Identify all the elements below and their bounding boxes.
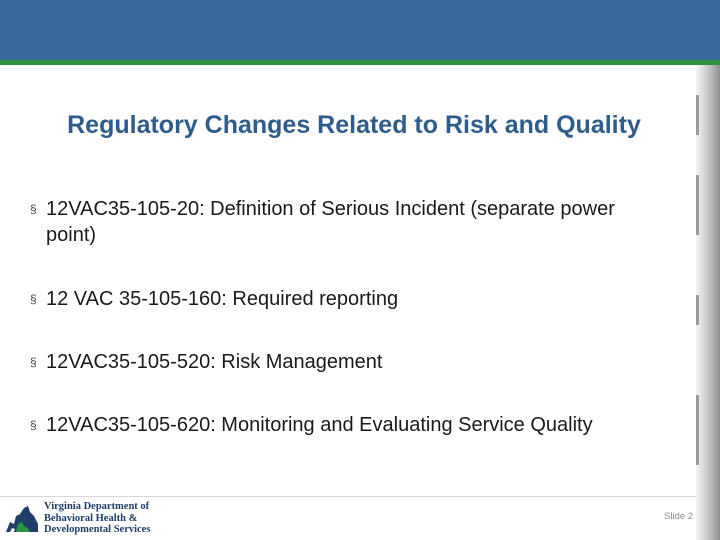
slide-title: Regulatory Changes Related to Risk and Quality (67, 111, 641, 139)
bullet-marker: § (30, 292, 37, 306)
bullet-item (30, 349, 670, 375)
logo-line: Developmental Services (44, 524, 151, 535)
bullet-item (30, 196, 670, 248)
bullet-marker: § (30, 202, 37, 216)
bullet-list (30, 196, 670, 438)
header-accent-stripe (0, 60, 720, 65)
bullet-text: 12 VAC 35-105-160: Required reporting (46, 288, 399, 310)
logo-line: Virginia Department of (44, 501, 150, 512)
bullet-item (30, 412, 670, 438)
header-bar (0, 0, 720, 60)
virginia-state-map-icon (4, 502, 40, 536)
footer-divider (0, 496, 696, 497)
logo-text (44, 501, 176, 536)
slide-number: Slide 2 (664, 511, 694, 522)
bullet-marker: § (30, 418, 37, 432)
logo-line: Behavioral Health & (44, 512, 138, 524)
bullet-marker: § (30, 355, 37, 369)
dbhds-logo (4, 500, 174, 538)
bullet-item (30, 286, 670, 312)
bullet-text: 12VAC35-105-520: Risk Management (46, 351, 383, 373)
bullet-text: 12VAC35-105-20: Definition of Serious Incident (separate power point) (46, 198, 615, 246)
bullet-text: 12VAC35-105-620: Monitoring and Evaluating Service Quality (46, 414, 593, 436)
